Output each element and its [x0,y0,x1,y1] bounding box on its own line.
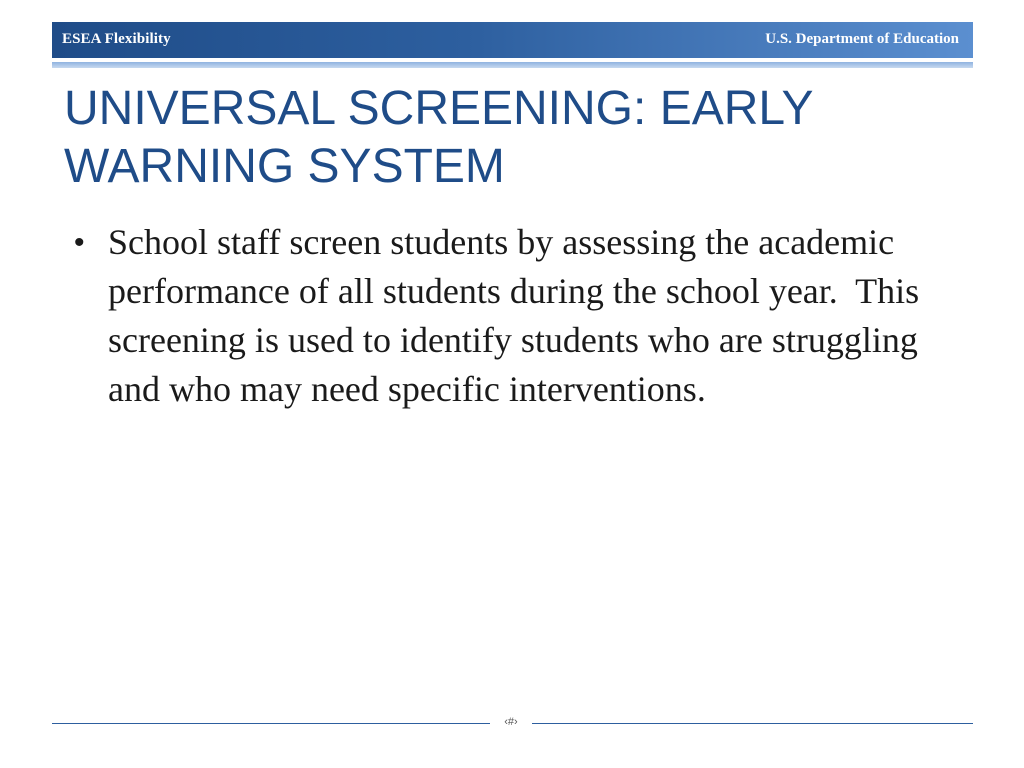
bullet-text: School staff screen students by assessing the academic performance of all students during the school year. This screening is used to identify students who are struggling and who may need specific interventions. [108,222,929,409]
bullet-marker: • [74,226,85,259]
header-department-label: U.S. Department of Education [765,31,959,47]
page-number: ‹#› [504,716,518,728]
footer-divider-right [532,723,973,724]
bullet-list [74,218,974,414]
header-accent-stripe [52,62,973,68]
footer-divider-left [52,723,490,724]
header-bar [52,22,973,58]
slide-title: UNIVERSAL SCREENING: EARLY WARNING SYSTEM [64,82,813,193]
bullet-item [74,218,974,414]
header-program-label: ESEA Flexibility [62,31,171,47]
